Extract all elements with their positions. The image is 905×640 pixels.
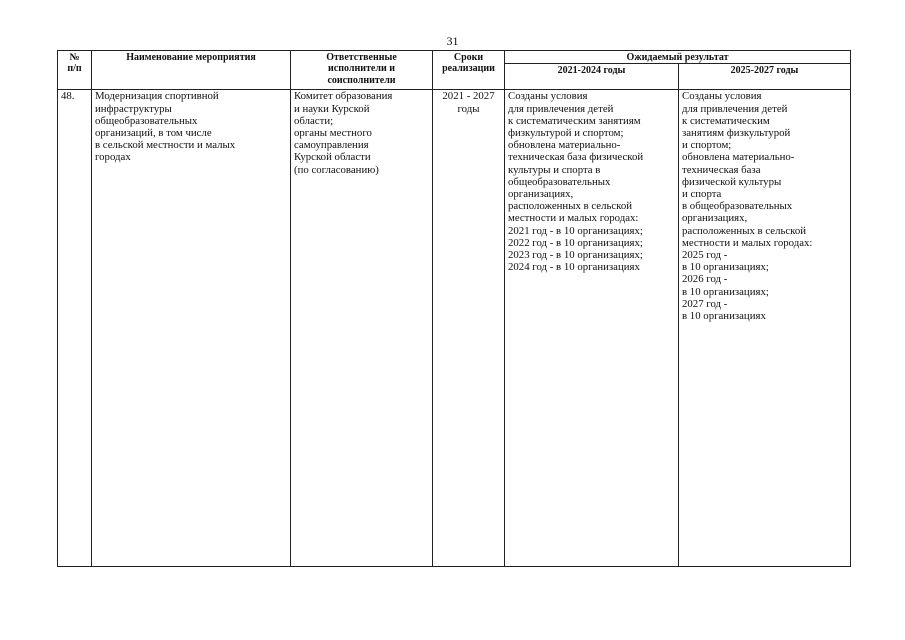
result-2-line: в 10 организациях; xyxy=(682,261,769,274)
result-1-line: 2022 год - в 10 организациях; xyxy=(508,236,643,249)
header-responsible-line: соисполнители xyxy=(327,74,396,86)
result-2-line: физической культуры xyxy=(682,175,782,188)
cell-terms xyxy=(433,90,505,567)
result-1-line: организациях, xyxy=(508,188,574,201)
responsible-line: и науки Курской xyxy=(294,102,370,115)
result-1-line: 2021 год - в 10 организациях; xyxy=(508,224,643,237)
header-period-2021-2024: 2021-2024 годы xyxy=(505,64,679,90)
result-1-line: к систематическим занятиям xyxy=(508,114,641,127)
result-2-line: 2026 год - xyxy=(682,273,728,286)
header-number-line: № xyxy=(69,52,80,63)
responsible-line: (по согласованию) xyxy=(294,163,379,176)
result-1-line: расположенных в сельской xyxy=(508,200,633,213)
result-2-line: к систематическим xyxy=(682,114,770,127)
result-2-line: и спортом; xyxy=(682,139,732,152)
cell-result-2021-2024 xyxy=(505,90,679,567)
result-2-line: 2025 год - xyxy=(682,249,728,262)
header-terms-line: реализации xyxy=(442,63,495,75)
event-name-line: в сельской местности и малых xyxy=(95,139,236,152)
header-event-name: Наименование мероприятия xyxy=(92,51,291,90)
page-number: 31 xyxy=(446,34,459,48)
header-responsible-line: Ответственные xyxy=(326,52,397,63)
result-1-line: культуры и спорта в xyxy=(508,163,601,176)
cell-event-name xyxy=(92,90,291,567)
result-1-line: обновлена материально- xyxy=(508,139,621,152)
header-number-line: п/п xyxy=(67,63,82,75)
result-2-line: техническая база xyxy=(682,163,761,176)
event-name-line: инфраструктуры xyxy=(95,102,172,115)
responsible-line: органы местного xyxy=(294,127,372,140)
result-1-line: местности и малых городах: xyxy=(508,212,639,225)
cell-responsible xyxy=(291,90,433,567)
result-2-line: для привлечения детей xyxy=(682,102,788,115)
header-responsible xyxy=(291,51,433,90)
result-1-line: 2023 год - в 10 организациях; xyxy=(508,249,643,262)
result-1-line: техническая база физической xyxy=(508,151,644,164)
result-1-line: физкультурой и спортом; xyxy=(508,127,624,140)
result-1-line: общеобразовательных xyxy=(508,175,611,188)
responsible-line: самоуправления xyxy=(294,139,369,152)
header-terms-line: Сроки xyxy=(453,52,484,63)
terms-line: годы xyxy=(457,102,480,115)
event-name-line: городах xyxy=(95,151,131,164)
result-1-line: для привлечения детей xyxy=(508,102,614,115)
result-2-line: организациях, xyxy=(682,212,748,225)
result-2-line: и спорта xyxy=(682,188,722,201)
result-2-line: местности и малых городах: xyxy=(682,236,813,249)
table-row xyxy=(58,90,851,567)
cell-number: 48. xyxy=(58,90,92,567)
result-2-line: в 10 организациях; xyxy=(682,285,769,298)
event-name-line: Модернизация спортивной xyxy=(95,90,219,103)
result-2-line: Созданы условия xyxy=(682,90,762,103)
header-expected-result: Ожидаемый результат xyxy=(505,51,851,64)
responsible-line: области; xyxy=(294,114,334,127)
result-1-line: Созданы условия xyxy=(508,90,588,103)
responsible-line: Курской области xyxy=(294,151,371,164)
result-2-line: занятиям физкультурой xyxy=(682,127,791,140)
result-2-line: в 10 организациях xyxy=(682,310,766,323)
event-name-line: общеобразовательных xyxy=(95,114,198,127)
result-2-line: обновлена материально- xyxy=(682,151,795,164)
result-2-line: в общеобразовательных xyxy=(682,200,793,213)
event-name-line: организаций, в том числе xyxy=(95,127,212,140)
cell-result-2025-2027 xyxy=(679,90,851,567)
result-1-line: 2024 год - в 10 организациях xyxy=(508,261,640,274)
responsible-line: Комитет образования xyxy=(294,90,393,103)
header-period-2025-2027: 2025-2027 годы xyxy=(679,64,851,90)
result-2-line: расположенных в сельской xyxy=(682,224,807,237)
terms-line: 2021 - 2027 xyxy=(442,90,495,103)
measures-table xyxy=(57,50,851,567)
header-number xyxy=(58,51,92,90)
result-2-line: 2027 год - xyxy=(682,297,728,310)
header-terms xyxy=(433,51,505,90)
header-responsible-line: исполнители и xyxy=(328,63,395,75)
